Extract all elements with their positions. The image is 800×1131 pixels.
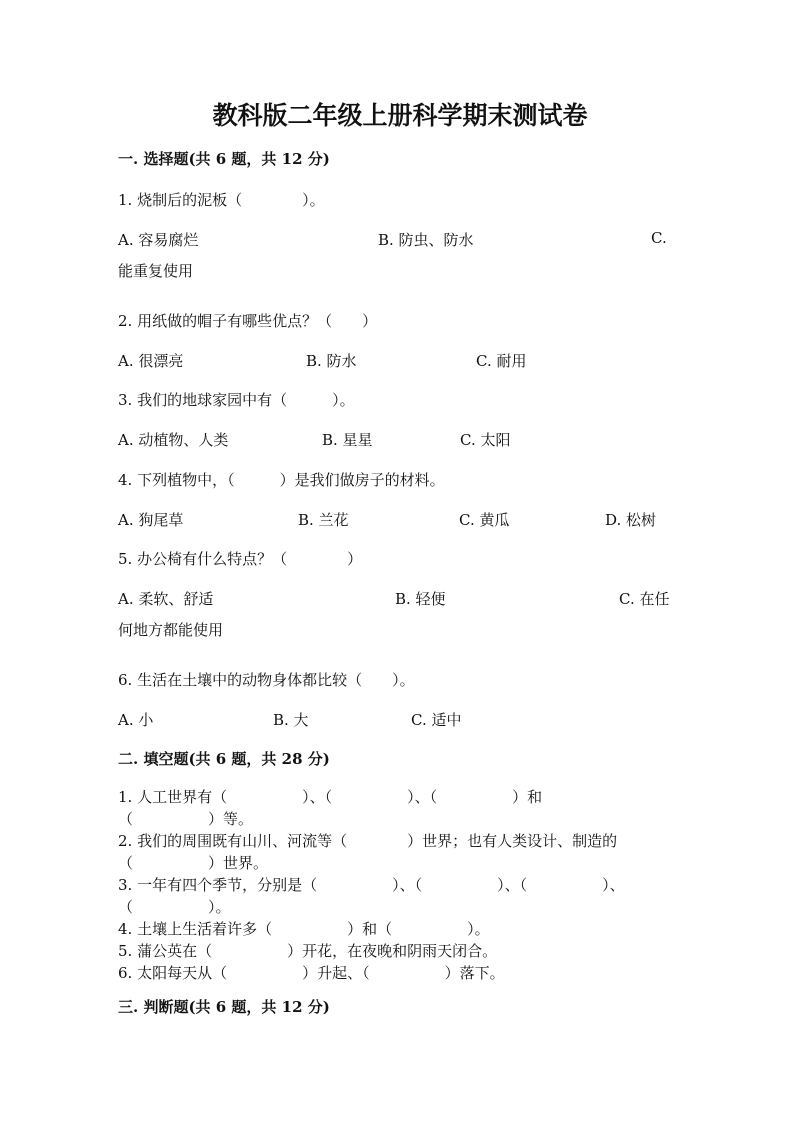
fill-line: （ ）等。 [118, 810, 254, 828]
question-text: 4. 下列植物中，（ ）是我们做房子的材料。 [118, 471, 445, 489]
option-c-continuation: 能重复使用 [118, 262, 194, 280]
option-c: C. 耐用 [476, 352, 527, 370]
option-a: A. 狗尾草 [118, 511, 184, 529]
section-heading-judge: 三. 判断题(共 6 题，共 12 分) [118, 998, 330, 1016]
option-a: A. 小 [118, 711, 154, 729]
option-b: B. 大 [273, 711, 309, 729]
section-heading-fill: 二. 填空题(共 6 题，共 28 分) [118, 750, 330, 768]
option-d: D. 松树 [605, 511, 657, 529]
option-b: B. 兰花 [298, 511, 349, 529]
page-title: 教科版二年级上册科学期末测试卷 [212, 101, 588, 130]
option-a: A. 很漂亮 [118, 352, 184, 370]
option-a: A. 容易腐烂 [118, 231, 199, 249]
option-c: C. 太阳 [460, 431, 511, 449]
option-a: A. 动植物、人类 [118, 431, 229, 449]
fill-line: 6. 太阳每天从（ ）升起、（ ）落下。 [118, 964, 505, 982]
option-a: A. 柔软、舒适 [118, 590, 214, 608]
option-c: C. 黄瓜 [459, 511, 510, 529]
option-b: B. 防虫、防水 [378, 231, 474, 249]
fill-line: 1. 人工世界有（ ）、（ ）、（ ）和 [118, 788, 543, 806]
question-text: 6. 生活在土壤中的动物身体都比较（ ）。 [118, 671, 415, 689]
option-c-continuation: 何地方都能使用 [118, 621, 224, 639]
question-text: 1. 烧制后的泥板（ ）。 [118, 191, 325, 209]
question-text: 2. 用纸做的帽子有哪些优点？（ ） [118, 312, 378, 330]
fill-line: 2. 我们的周围既有山川、河流等（ ）世界；也有人类设计、制造的 [118, 832, 618, 850]
fill-line: （ ）世界。 [118, 854, 269, 872]
fill-line: 5. 蒲公英在（ ）开花，在夜晚和阴雨天闭合。 [118, 942, 498, 960]
option-b: B. 防水 [306, 352, 357, 370]
section-heading-choice: 一. 选择题(共 6 题，共 12 分) [118, 150, 330, 168]
option-c: C. 适中 [411, 711, 462, 729]
fill-line: 3. 一年有四个季节，分别是（ ）、（ ）、（ ）、 [118, 876, 625, 894]
option-c: C. 在任 [619, 590, 670, 608]
option-c: C. [651, 229, 667, 247]
option-b: B. 轻便 [395, 590, 446, 608]
question-text: 3. 我们的地球家园中有（ ）。 [118, 391, 355, 409]
option-b: B. 星星 [322, 431, 373, 449]
question-text: 5. 办公椅有什么特点？（ ） [118, 550, 363, 568]
fill-line: （ ）。 [118, 898, 231, 916]
fill-line: 4. 土壤上生活着许多（ ）和（ ）。 [118, 920, 490, 938]
